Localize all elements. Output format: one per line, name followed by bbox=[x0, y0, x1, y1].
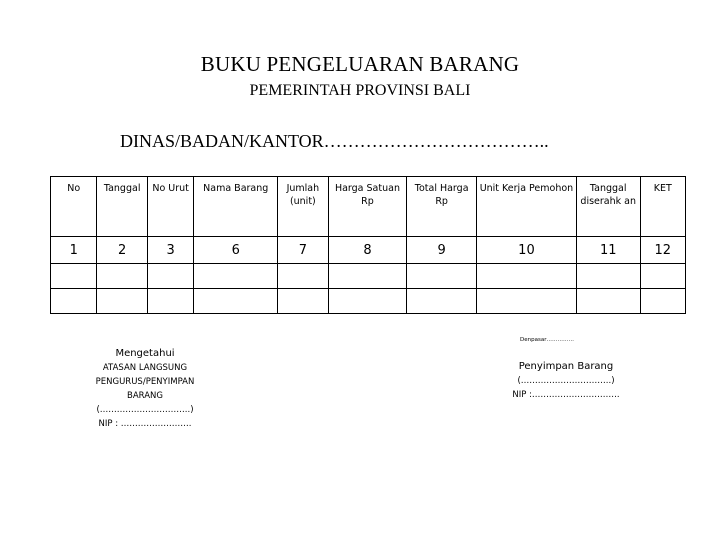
signature-label: Penyimpan Barang bbox=[518, 361, 614, 372]
column-number: 3 bbox=[147, 237, 193, 264]
entry-cell[interactable] bbox=[278, 289, 328, 314]
column-number: 8 bbox=[328, 237, 407, 264]
entry-cell[interactable] bbox=[147, 289, 193, 314]
entry-cell[interactable] bbox=[51, 264, 97, 289]
column-header-total-harga: Total Harga Rp bbox=[407, 177, 477, 237]
signature-name-placeholder: (…………………………..) bbox=[96, 405, 194, 415]
column-number-row bbox=[51, 237, 686, 264]
column-header-harga-satuan: Harga Satuan Rp bbox=[328, 177, 407, 237]
column-header-no-urut: No Urut bbox=[147, 177, 193, 237]
header-row bbox=[51, 177, 686, 237]
document-subtitle: PEMERINTAH PROVINSI BALI bbox=[249, 82, 471, 99]
column-header-ket: KET bbox=[640, 177, 685, 237]
entry-cell[interactable] bbox=[97, 289, 147, 314]
signature-role-line: PENGURUS/PENYIMPAN bbox=[95, 377, 195, 387]
entry-cell[interactable] bbox=[97, 264, 147, 289]
column-number: 6 bbox=[194, 237, 278, 264]
signature-role-line: ATASAN LANGSUNG bbox=[102, 363, 188, 373]
empty-entry-row bbox=[51, 289, 686, 314]
column-header-unit-kerja: Unit Kerja Pemohon bbox=[476, 177, 576, 237]
entry-cell[interactable] bbox=[194, 264, 278, 289]
entry-cell[interactable] bbox=[576, 289, 640, 314]
ledger-table bbox=[50, 176, 686, 314]
column-header-no: No bbox=[51, 177, 97, 237]
signature-nip: NIP :…………………………. bbox=[512, 390, 620, 400]
entry-cell[interactable] bbox=[640, 264, 685, 289]
entry-cell[interactable] bbox=[147, 264, 193, 289]
signature-date-line: Denpasar…………… bbox=[520, 337, 574, 343]
column-header-nama-barang: Nama Barang bbox=[194, 177, 278, 237]
signature-block-supervisor bbox=[70, 347, 220, 431]
document-title: BUKU PENGELUARAN BARANG bbox=[200, 52, 520, 76]
column-number: 12 bbox=[640, 237, 685, 264]
office-line: DINAS/BADAN/KANTOR……………………………….. bbox=[120, 131, 549, 151]
entry-cell[interactable] bbox=[640, 289, 685, 314]
entry-cell[interactable] bbox=[476, 289, 576, 314]
column-number: 9 bbox=[407, 237, 477, 264]
column-number: 1 bbox=[51, 237, 97, 264]
column-number: 7 bbox=[278, 237, 328, 264]
column-number: 2 bbox=[97, 237, 147, 264]
entry-cell[interactable] bbox=[278, 264, 328, 289]
column-number: 10 bbox=[476, 237, 576, 264]
signature-nip: NIP : ……………………. bbox=[98, 419, 192, 429]
signature-block-storekeeper bbox=[496, 360, 636, 402]
signature-label: Mengetahui bbox=[115, 348, 175, 359]
entry-cell[interactable] bbox=[194, 289, 278, 314]
entry-cell[interactable] bbox=[407, 264, 477, 289]
column-header-jumlah: Jumlah (unit) bbox=[278, 177, 328, 237]
column-header-tanggal-diserahkan: Tanggal diserahk an bbox=[576, 177, 640, 237]
entry-cell[interactable] bbox=[476, 264, 576, 289]
entry-cell[interactable] bbox=[328, 289, 407, 314]
entry-cell[interactable] bbox=[576, 264, 640, 289]
empty-entry-row bbox=[51, 264, 686, 289]
column-number: 11 bbox=[576, 237, 640, 264]
signature-name-placeholder: (…………………………..) bbox=[517, 376, 615, 386]
entry-cell[interactable] bbox=[51, 289, 97, 314]
signature-role-line: BARANG bbox=[127, 391, 163, 401]
entry-cell[interactable] bbox=[328, 264, 407, 289]
column-header-tanggal: Tanggal bbox=[97, 177, 147, 237]
entry-cell[interactable] bbox=[407, 289, 477, 314]
